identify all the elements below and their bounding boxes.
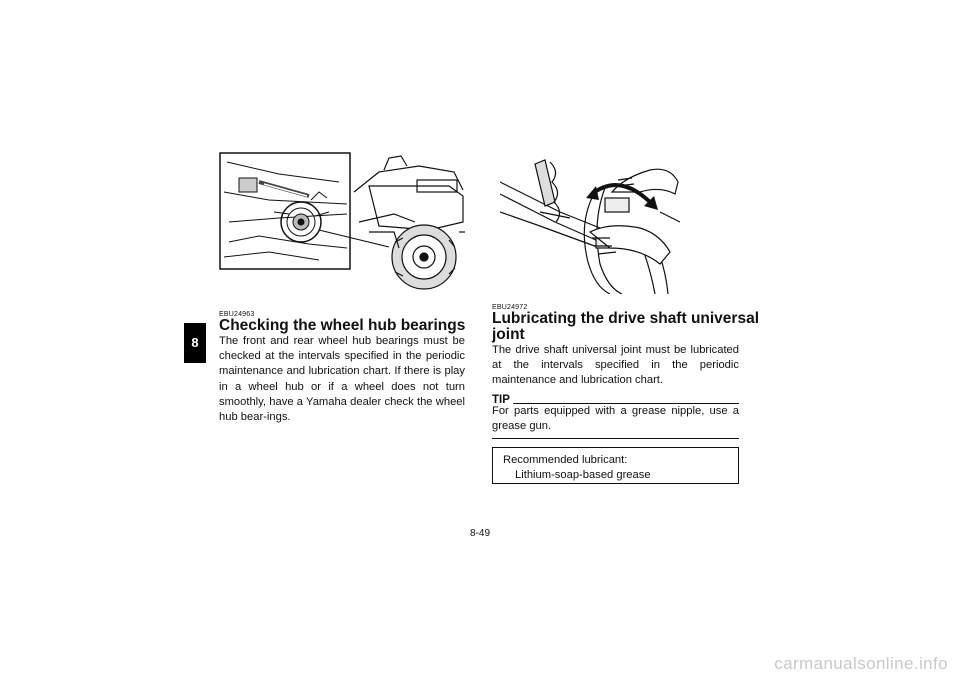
tip-text: For parts equipped with a grease nipple, use a grease gun. xyxy=(492,405,739,433)
tip-bottom-rule xyxy=(492,438,739,439)
lubricant-label: Recommended lubricant: xyxy=(503,454,628,466)
chapter-tab: 8 xyxy=(184,323,206,363)
right-heading-line1: Lubricating the drive shaft universal xyxy=(492,310,760,327)
lubricant-value: Lithium-soap-based grease xyxy=(515,469,651,481)
right-heading-line2: joint xyxy=(492,326,525,343)
left-section-code: EBU24963 xyxy=(219,311,255,318)
watermark: carmanualsonline.info xyxy=(774,654,948,673)
recommended-lubricant-box xyxy=(492,447,739,484)
right-section-body: The drive shaft universal joint must be lubricated at the intervals specified in the periodic maintenance and lubrication chart. xyxy=(492,344,739,387)
right-section-heading xyxy=(492,311,759,343)
left-section-body: The front and rear wheel hub bearings must be checked at the intervals specified in the periodic maintenance and lubrication chart. If there is play in a wheel hub or if a wheel does not turn smoothly, have a Yamaha dealer check the wheel hub bear-ings. xyxy=(219,335,465,424)
wheel-hub-illustration xyxy=(219,152,465,294)
page-number: 8-49 xyxy=(469,528,490,539)
right-section-code: EBU24972 xyxy=(492,304,528,311)
universal-joint-illustration xyxy=(500,152,680,294)
left-section-heading: Checking the wheel hub bearings xyxy=(219,317,466,334)
tip-label: TIP xyxy=(492,394,510,406)
